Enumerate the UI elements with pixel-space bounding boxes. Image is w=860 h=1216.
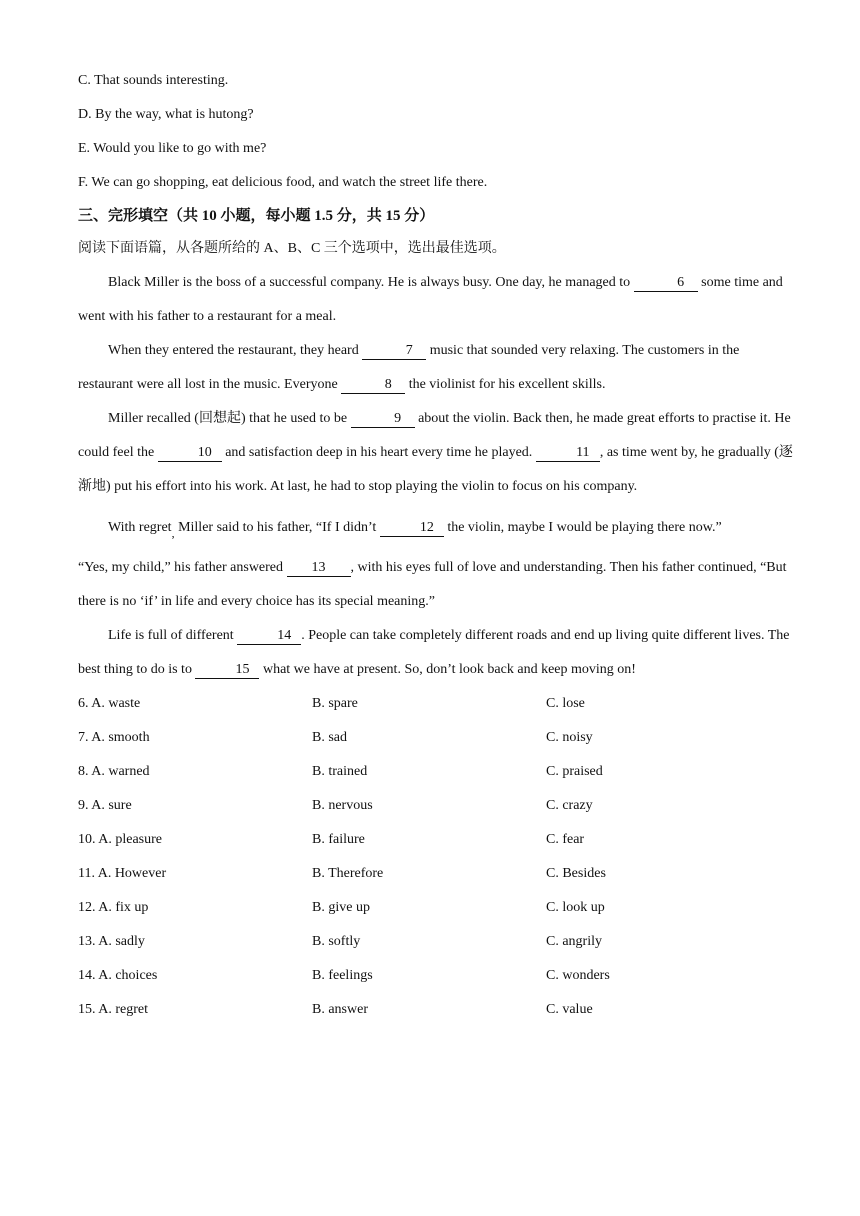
question-row: [78, 789, 798, 823]
text: what we have at present. So, don’t look back and keep moving on!: [259, 662, 636, 677]
blank-13: 13: [287, 560, 351, 577]
question-row: [78, 925, 798, 959]
option-b: B. spare: [312, 696, 358, 711]
option-d: D. By the way, what is hutong?: [78, 107, 254, 122]
option-c: C. angrily: [546, 934, 602, 949]
option-b: B. trained: [312, 764, 368, 779]
question-row: [78, 755, 798, 789]
option-c: C. crazy: [546, 798, 593, 813]
option-a: 6. A. waste: [78, 696, 141, 711]
option-c: C. look up: [546, 900, 605, 915]
comma: ,: [171, 526, 175, 540]
option-e: E. Would you like to go with me?: [78, 141, 267, 156]
option-b: B. Therefore: [312, 866, 384, 881]
blank-15: 15: [195, 662, 259, 679]
text: , with his eyes full of love and understanding. Then his father continued, “But there is no ‘if’ in life and every choice has its special meaning.”: [78, 560, 787, 609]
question-list: [78, 687, 798, 1027]
question-row: [78, 687, 798, 721]
text: Miller said to his father, “If I didn’t: [174, 520, 380, 535]
text: Black Miller is the boss of a successful company. He is always busy. One day, he managed to: [108, 275, 634, 290]
option-c: C. noisy: [546, 730, 593, 745]
text: and satisfaction deep in his heart every time he played.: [221, 445, 536, 460]
paragraph-3: [78, 402, 798, 504]
option-b: B. softly: [312, 934, 361, 949]
question-row: [78, 993, 798, 1027]
question-row: [78, 857, 798, 891]
blank-12: 12: [380, 520, 444, 537]
paragraph-5: [78, 551, 798, 619]
option-a: 14. A. choices: [78, 968, 158, 983]
option-c: C. wonders: [546, 968, 610, 983]
text: With regret: [108, 520, 172, 535]
text: “Yes, my child,” his father answered: [78, 560, 287, 575]
option-c: C. Besides: [546, 866, 606, 881]
option-c: C. praised: [546, 764, 603, 779]
option-b: B. nervous: [312, 798, 373, 813]
option-c: C. That sounds interesting.: [78, 73, 229, 88]
text: When they entered the restaurant, they heard: [108, 343, 363, 358]
option-a: 13. A. sadly: [78, 934, 145, 949]
option-a: 9. A. sure: [78, 798, 132, 813]
option-c: C. value: [546, 1002, 593, 1017]
text: . People can take completely different roads and end up living quite different lives. The best thing to do is to: [78, 628, 790, 677]
question-row: [78, 721, 798, 755]
option-a: 7. A. smooth: [78, 730, 150, 745]
option-f: F. We can go shopping, eat delicious food, and watch the street life there.: [78, 175, 488, 190]
blank-7: 7: [362, 343, 426, 360]
blank-9: 9: [351, 411, 415, 428]
question-row: [78, 823, 798, 857]
dialogue-options: [78, 64, 798, 200]
blank-6: 6: [634, 275, 698, 292]
text: music that sounded very relaxing. The customers in the restaurant were all lost in the music. Everyone: [78, 343, 740, 392]
option-c: C. lose: [546, 696, 585, 711]
text: the violinist for his excellent skills.: [405, 377, 606, 392]
paragraph-2: [78, 334, 798, 402]
option-a: 8. A. warned: [78, 764, 150, 779]
option-b: B. failure: [312, 832, 365, 847]
text: about the violin. Back then, he made great efforts to practise it. He could feel the: [78, 411, 791, 460]
paragraph-6: [78, 619, 798, 687]
option-a: 11. A. However: [78, 866, 167, 881]
text: Life is full of different: [108, 628, 238, 643]
option-a: 12. A. fix up: [78, 900, 149, 915]
section-heading: 三、完形填空（共 10 小题，每小题 1.5 分，共 15 分）: [78, 208, 435, 224]
option-b: B. feelings: [312, 968, 373, 983]
option-b: B. answer: [312, 1002, 368, 1017]
text: Miller recalled (回想起) that he used to be: [108, 411, 351, 426]
option-b: B. give up: [312, 900, 370, 915]
blank-14: 14: [237, 628, 301, 645]
text: , as time went by, he gradually (逐渐地) put his effort into his work. At last, he had to stop playing the violin to focus on his company.: [78, 445, 793, 494]
text: some time and went with his father to a restaurant for a meal.: [78, 275, 783, 324]
blank-11: 11: [536, 445, 600, 462]
option-b: B. sad: [312, 730, 347, 745]
option-c: C. fear: [546, 832, 585, 847]
option-a: 15. A. regret: [78, 1002, 148, 1017]
question-row: [78, 891, 798, 925]
blank-10: 10: [158, 445, 222, 462]
option-a: 10. A. pleasure: [78, 832, 162, 847]
question-row: [78, 959, 798, 993]
paragraph-1: [78, 266, 798, 334]
document-page: [78, 64, 798, 1027]
paragraph-4: [78, 504, 798, 551]
text: the violin, maybe I would be playing there now.”: [443, 520, 722, 535]
cloze-passage: [78, 266, 798, 687]
section-instruction: 阅读下面语篇，从各题所给的 A、B、C 三个选项中，选出最佳选项。: [78, 241, 506, 256]
blank-8: 8: [341, 377, 405, 394]
